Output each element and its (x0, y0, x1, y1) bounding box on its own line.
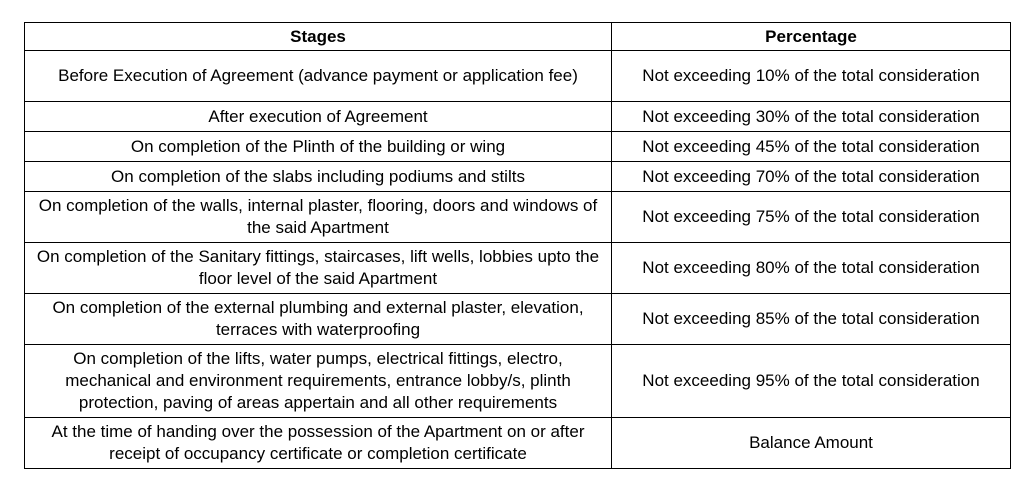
payment-schedule-table-wrapper (24, 22, 1011, 469)
table-header-row (25, 23, 1011, 51)
stage-cell: On completion of the Sanitary fittings, staircases, lift wells, lobbies upto the floor level of the said Apartment (25, 243, 612, 294)
percentage-cell: Not exceeding 75% of the total consideration (612, 192, 1011, 243)
stage-cell: At the time of handing over the possession of the Apartment on or after receipt of occupancy certificate or completion certificate (25, 418, 612, 469)
stage-cell: On completion of the slabs including podiums and stilts (25, 162, 612, 192)
table-row (25, 243, 1011, 294)
payment-schedule-table (24, 22, 1011, 469)
stage-cell: On completion of the lifts, water pumps, electrical fittings, electro, mechanical and environment requirements, entrance lobby/s, plinth protection, paving of areas appertain and all other requirements (25, 345, 612, 418)
percentage-cell: Not exceeding 45% of the total consideration (612, 132, 1011, 162)
table-row (25, 418, 1011, 469)
percentage-cell: Not exceeding 30% of the total consideration (612, 102, 1011, 132)
stage-cell: After execution of Agreement (25, 102, 612, 132)
percentage-cell: Not exceeding 70% of the total consideration (612, 162, 1011, 192)
stage-cell: On completion of the external plumbing and external plaster, elevation, terraces with waterproofing (25, 294, 612, 345)
percentage-cell: Not exceeding 10% of the total consideration (612, 51, 1011, 102)
table-row (25, 51, 1011, 102)
percentage-cell: Not exceeding 95% of the total consideration (612, 345, 1011, 418)
percentage-cell: Not exceeding 80% of the total consideration (612, 243, 1011, 294)
table-row (25, 192, 1011, 243)
table-row (25, 132, 1011, 162)
stage-cell: Before Execution of Agreement (advance payment or application fee) (25, 51, 612, 102)
stage-cell: On completion of the Plinth of the building or wing (25, 132, 612, 162)
percentage-cell: Not exceeding 85% of the total consideration (612, 294, 1011, 345)
table-row (25, 294, 1011, 345)
column-header-stages: Stages (25, 23, 612, 51)
table-row (25, 162, 1011, 192)
table-row (25, 102, 1011, 132)
percentage-cell: Balance Amount (612, 418, 1011, 469)
stage-cell: On completion of the walls, internal plaster, flooring, doors and windows of the said Apartment (25, 192, 612, 243)
table-row (25, 345, 1011, 418)
column-header-percentage: Percentage (612, 23, 1011, 51)
